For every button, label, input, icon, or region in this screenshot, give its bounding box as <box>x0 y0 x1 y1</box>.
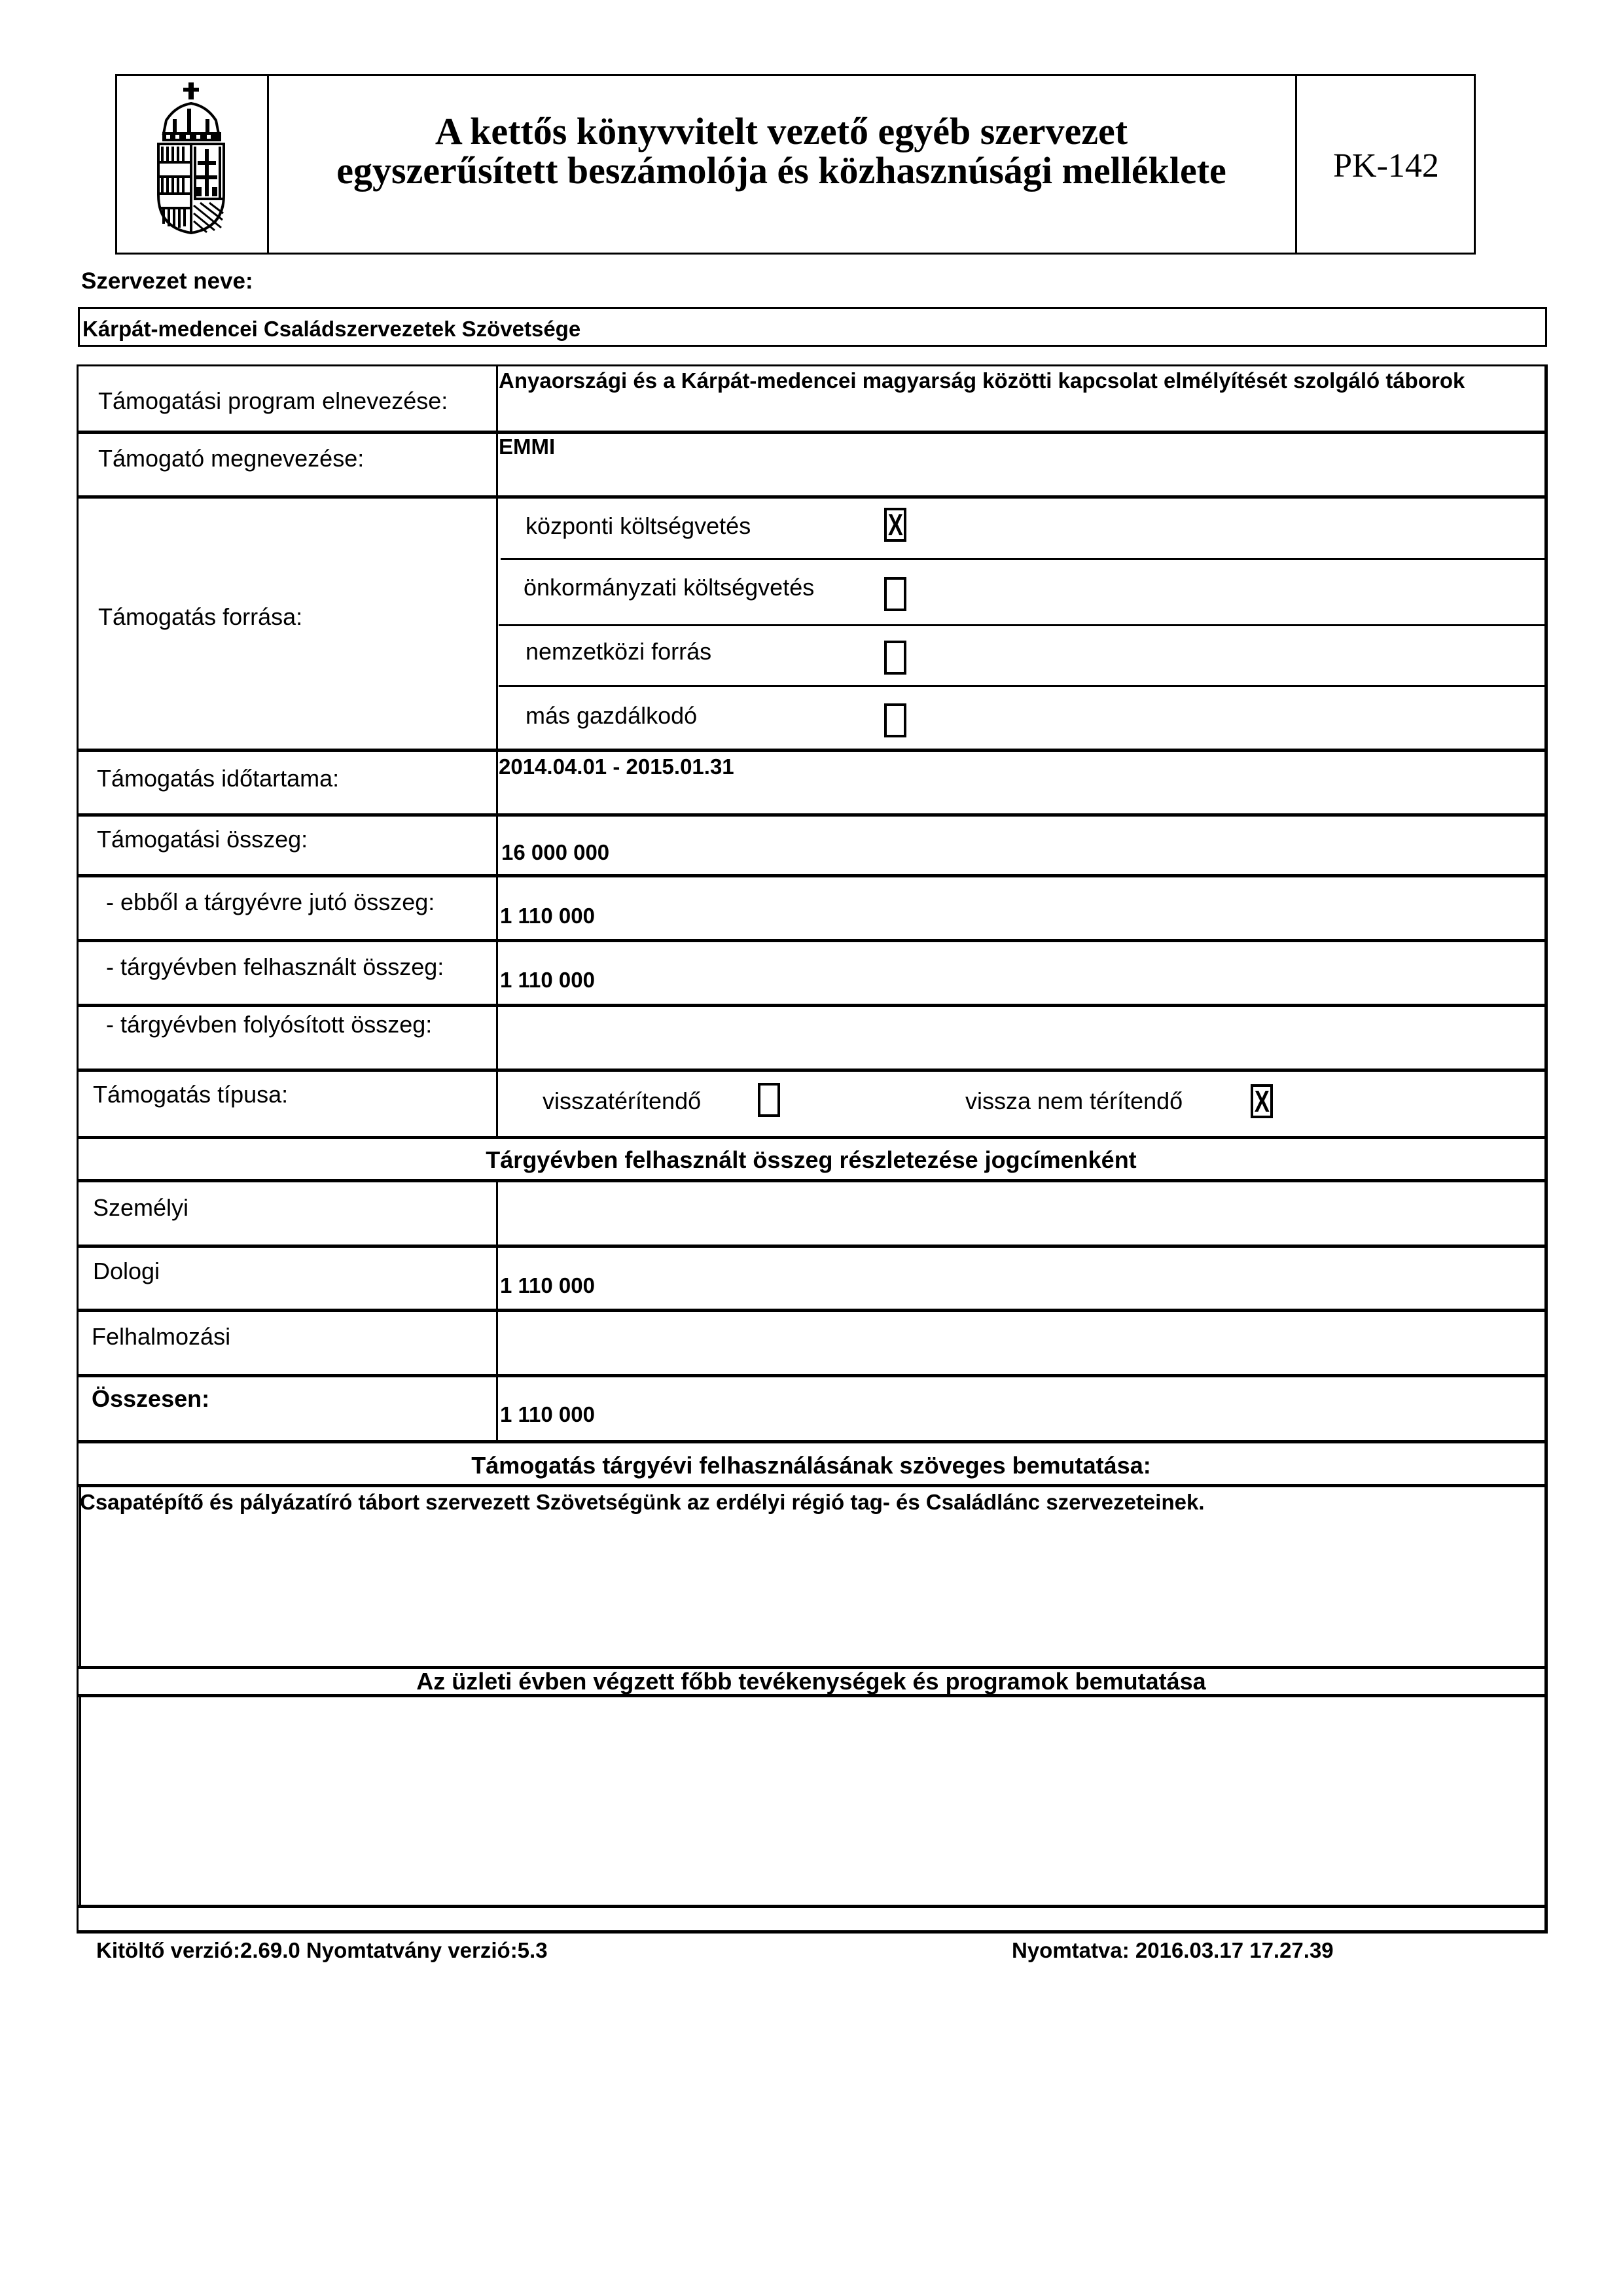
row-line <box>77 1179 1548 1182</box>
footer-printed: Nyomtatva: 2016.03.17 17.27.39 <box>1012 1938 1334 1962</box>
supporter-value[interactable]: EMMI <box>499 434 556 459</box>
breakdown-total-label: Összesen: <box>92 1385 210 1412</box>
source-option-label: önkormányzati költségvetés <box>524 574 815 601</box>
usage-description-heading: Támogatás tárgyévi felhasználásának szöveges bemutatása: <box>471 1452 1151 1479</box>
row-line <box>77 1245 1548 1248</box>
amount-this-year-value[interactable]: 1 110 000 <box>500 904 595 928</box>
row-line <box>77 813 1548 817</box>
source-option-label: nemzetközi forrás <box>526 638 712 665</box>
amount-used-value[interactable]: 1 110 000 <box>500 968 595 992</box>
row-line <box>77 1440 1548 1443</box>
column-divider-breakdown <box>496 1181 498 1443</box>
breakdown-label-capital: Felhalmozási <box>92 1323 231 1350</box>
form-title-line1: A kettős könyvvitelt vezető egyéb szervezet <box>435 110 1128 152</box>
amount-used-label: - tárgyévben felhasznált összeg: <box>99 953 444 980</box>
row-line <box>77 495 1548 499</box>
source-subline <box>501 558 1546 560</box>
source-option-label: más gazdálkodó <box>526 702 698 729</box>
table-bottom-line <box>77 1930 1548 1934</box>
row-line <box>77 1374 1548 1377</box>
source-subline <box>499 624 1546 626</box>
amount-this-year-label: - ebből a tárgyévre jutó összeg: <box>99 889 435 915</box>
type-checkbox-refundable[interactable] <box>758 1083 780 1117</box>
breakdown-value-capital[interactable] <box>500 1332 1534 1364</box>
row-line <box>77 1004 1548 1007</box>
amount-label: Támogatási összeg: <box>97 826 308 853</box>
source-checkbox-central[interactable] <box>884 508 906 542</box>
usage-description-text[interactable]: Csapatépítő és pályázatíró tábort szervezett Szövetségünk az erdélyi régió tag- és Családlánc szervezeteinek. <box>80 1490 1205 1514</box>
form-title <box>269 112 1294 190</box>
amount-disbursed-value[interactable] <box>500 1021 1534 1060</box>
type-option-label: vissza nem térítendő <box>965 1087 1183 1114</box>
amount-value[interactable]: 16 000 000 <box>501 840 610 864</box>
breakdown-value-material[interactable]: 1 110 000 <box>500 1273 595 1298</box>
source-subline <box>499 685 1546 687</box>
row-line <box>77 1905 1548 1908</box>
row-line <box>77 1136 1548 1139</box>
row-line <box>77 1309 1548 1312</box>
row-line <box>77 1069 1548 1072</box>
row-line <box>77 874 1548 877</box>
row-line <box>77 749 1548 752</box>
activities-heading: Az üzleti évben végzett főbb tevékenységek és programok bemutatása <box>416 1668 1206 1695</box>
row-line <box>77 1484 1548 1487</box>
activities-box-left <box>79 1695 81 1906</box>
breakdown-label-personal: Személyi <box>93 1194 189 1221</box>
amount-disbursed-label: - tárgyévben folyósított összeg: <box>99 1011 433 1038</box>
breakdown-value-personal[interactable] <box>500 1204 1534 1237</box>
breakdown-heading: Tárgyévben felhasznált összeg részletezése jogcímenként <box>486 1146 1137 1173</box>
form-code: PK-142 <box>1333 147 1439 185</box>
breakdown-label-material: Dologi <box>93 1258 160 1284</box>
type-label: Támogatás típusa: <box>93 1081 289 1108</box>
row-line <box>77 364 1548 366</box>
supporter-label: Támogató megnevezése: <box>98 445 365 472</box>
checkbox-x-mark-icon: X <box>1254 1084 1270 1118</box>
row-line <box>77 431 1548 434</box>
duration-value[interactable]: 2014.04.01 - 2015.01.31 <box>499 754 734 779</box>
organization-name: Kárpát-medencei Családszervezetek Szövetsége <box>82 317 581 341</box>
source-option-label: központi költségvetés <box>526 512 751 539</box>
program-name-value[interactable]: Anyaországi és a Kárpát-medencei magyarság közötti kapcsolat elmélyítését szolgáló táborok <box>499 368 1465 393</box>
footer-version: Kitöltő verzió:2.69.0 Nyomtatvány verzió:5.3 <box>96 1938 548 1962</box>
source-checkbox-other-business[interactable] <box>884 703 906 737</box>
breakdown-total-value[interactable]: 1 110 000 <box>500 1402 595 1426</box>
type-checkbox-non-refundable[interactable] <box>1251 1084 1273 1118</box>
type-option-label: visszatérítendő <box>543 1087 702 1114</box>
activities-text[interactable] <box>82 1701 1539 1898</box>
organization-label: Szervezet neve: <box>81 268 253 294</box>
source-checkbox-municipal[interactable] <box>884 577 906 611</box>
source-label: Támogatás forrása: <box>98 603 303 630</box>
program-name-label: Támogatási program elnevezése: <box>98 387 448 414</box>
form-title-line2: egyszerűsített beszámolója és közhasznúsági melléklete <box>336 149 1226 192</box>
source-checkbox-international[interactable] <box>884 641 906 675</box>
duration-label: Támogatás időtartama: <box>97 765 340 792</box>
row-line <box>77 939 1548 942</box>
coat-of-arms-icon <box>156 80 228 237</box>
checkbox-x-mark-icon: X <box>887 508 903 542</box>
